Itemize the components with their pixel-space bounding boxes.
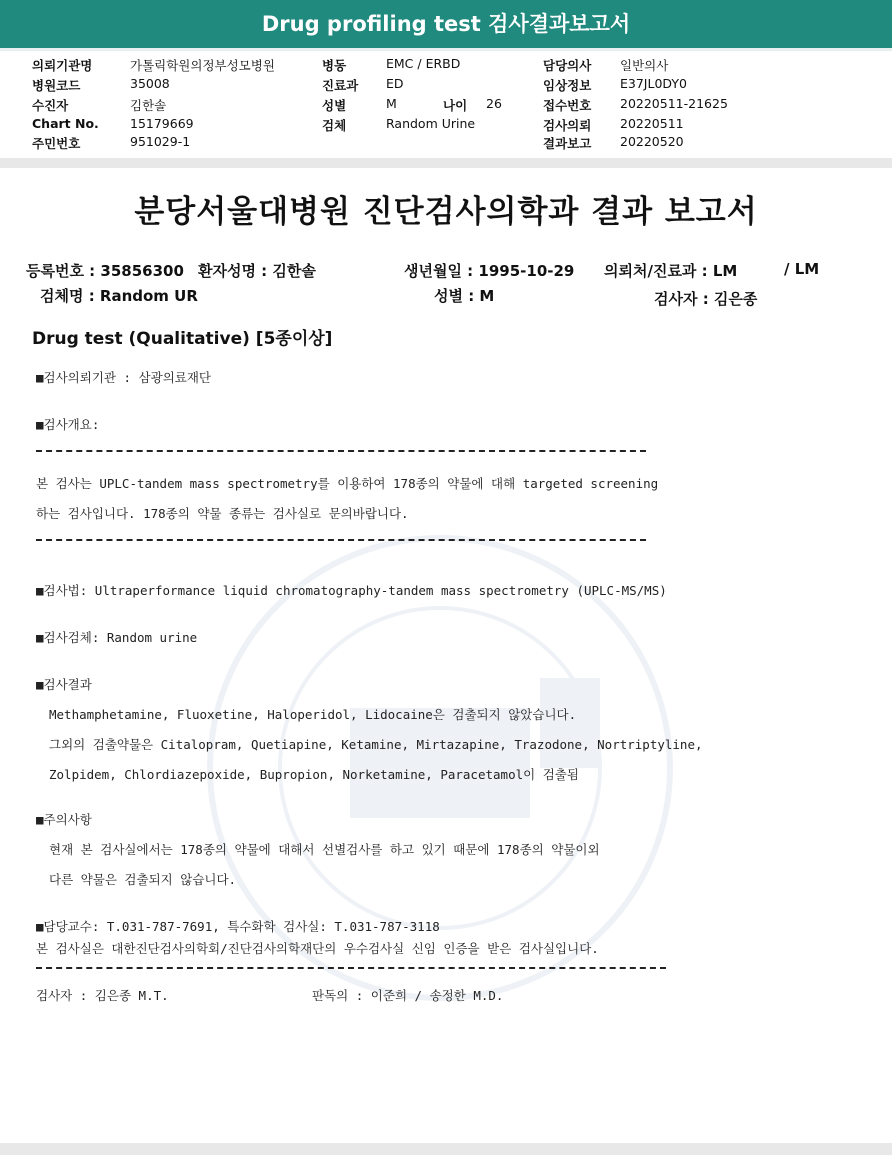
registration-number: 등록번호 : 35856300 (26, 262, 184, 280)
birth-date: 생년월일 : 1995-10-29 (404, 262, 575, 280)
report-header-title: Drug profiling test 검사결과보고서 (0, 0, 892, 51)
chart-no-value: 15179669 (130, 116, 194, 131)
sex-value: M (386, 96, 397, 111)
caution-line-1: 현재 본 검사실에서는 178종의 약물에 대해서 선별검사를 하고 있기 때문에 178종의 약물이외 (49, 842, 600, 857)
hospital-code-value: 35008 (130, 76, 170, 91)
caution-line-2: 다른 약물은 검출되지 않습니다. (49, 872, 237, 887)
result-line-1: Methamphetamine, Fluoxetine, Haloperidol, Lidocaine은 검출되지 않았습니다. (49, 707, 577, 722)
hospital-label: 의뢰기관명 (32, 58, 93, 73)
clinical-info-label: 임상정보 (543, 78, 592, 93)
patient-sex: 성별 : M (434, 287, 495, 305)
reading-physician: 판독의 : 이준희 / 송정한 M.D. (312, 988, 504, 1003)
clinical-info-value: E37JL0DY0 (620, 76, 687, 91)
report-date-label: 결과보고 (543, 136, 592, 151)
separator-bar (0, 158, 892, 168)
sex-label: 성별 (322, 98, 347, 113)
resident-no-label: 주민번호 (32, 136, 81, 151)
chart-no-label: Chart No. (32, 116, 99, 131)
receipt-no-value: 20220511-21625 (620, 96, 728, 111)
department-label: 진료과 (322, 78, 359, 93)
patient-value: 김한솔 (130, 98, 167, 113)
patient-name: 환자성명 : 김한솔 (198, 262, 316, 280)
contact-info: ■담당교수: T.031-787-7691, 특수화학 검사실: T.031-787-3118 (36, 919, 440, 934)
resident-no-value: 951029-1 (130, 134, 191, 149)
doctor-label: 담당의사 (543, 58, 592, 73)
report-main-title: 분당서울대병원 진단검사의학과 결과 보고서 (134, 194, 758, 230)
result-line-2: 그외의 검출약물은 Citalopram, Quetiapine, Ketamine, Mirtazapine, Trazodone, Nortriptyline, (49, 737, 703, 752)
requester-department-suffix: / LM (784, 260, 820, 278)
ward-value: EMC / ERBD (386, 56, 461, 71)
report-page (0, 168, 892, 1143)
request-date-value: 20220511 (620, 116, 684, 131)
specimen-label: 검체 (322, 118, 347, 133)
overview-bottom-divider (36, 539, 646, 541)
requester-department: 의뢰처/진료과 : LM (604, 262, 738, 280)
report-date-value: 20220520 (620, 134, 684, 149)
request-date-label: 검사의뢰 (543, 118, 592, 133)
patient-label: 수진자 (32, 98, 69, 113)
result-heading: ■검사결과 (36, 677, 92, 692)
result-line-3: Zolpidem, Chlordiazepoxide, Bupropion, Norketamine, Paracetamol이 검출됨 (49, 767, 579, 782)
overview-line-2: 하는 검사입니다. 178종의 약물 종류는 검사실로 문의바랍니다. (36, 506, 409, 521)
overview-line-1: 본 검사는 UPLC-tandem mass spectrometry를 이용하여 178종의 약물에 대해 targeted screening (36, 476, 659, 491)
receipt-no-label: 접수번호 (543, 98, 592, 113)
age-value: 26 (486, 96, 502, 111)
examiner: 검사자 : 김은종 (654, 290, 758, 308)
doctor-value: 일반의사 (620, 58, 669, 73)
overview-top-divider (36, 450, 646, 452)
requesting-lab: ■검사의뢰기관 : 삼광의료재단 (36, 370, 212, 385)
department-value: ED (386, 76, 404, 91)
test-specimen: ■검사검체: Random urine (36, 630, 198, 645)
footer-divider (36, 967, 666, 969)
overview-heading: ■검사개요: (36, 417, 100, 432)
request-info-panel (0, 54, 892, 160)
test-method: ■검사법: Ultraperformance liquid chromatography-tandem mass spectrometry (UPLC-MS/MS) (36, 583, 667, 598)
test-section-title: Drug test (Qualitative) [5종이상] (32, 329, 333, 349)
signer: 검사자 : 김은종 M.T. (36, 988, 169, 1003)
hospital-code-label: 병원코드 (32, 78, 81, 93)
ward-label: 병동 (322, 58, 347, 73)
caution-heading: ■주의사항 (36, 812, 92, 827)
specimen-name: 검체명 : Random UR (40, 287, 198, 305)
hospital-value: 가톨릭학원의정부성모병원 (130, 58, 275, 73)
age-label: 나이 (443, 98, 468, 113)
certification-note: 본 검사실은 대한진단검사의학회/진단검사의학재단의 우수검사실 신임 인증을 받은 검사실입니다. (36, 941, 599, 956)
specimen-value: Random Urine (386, 116, 476, 131)
bottom-bar (0, 1143, 892, 1155)
